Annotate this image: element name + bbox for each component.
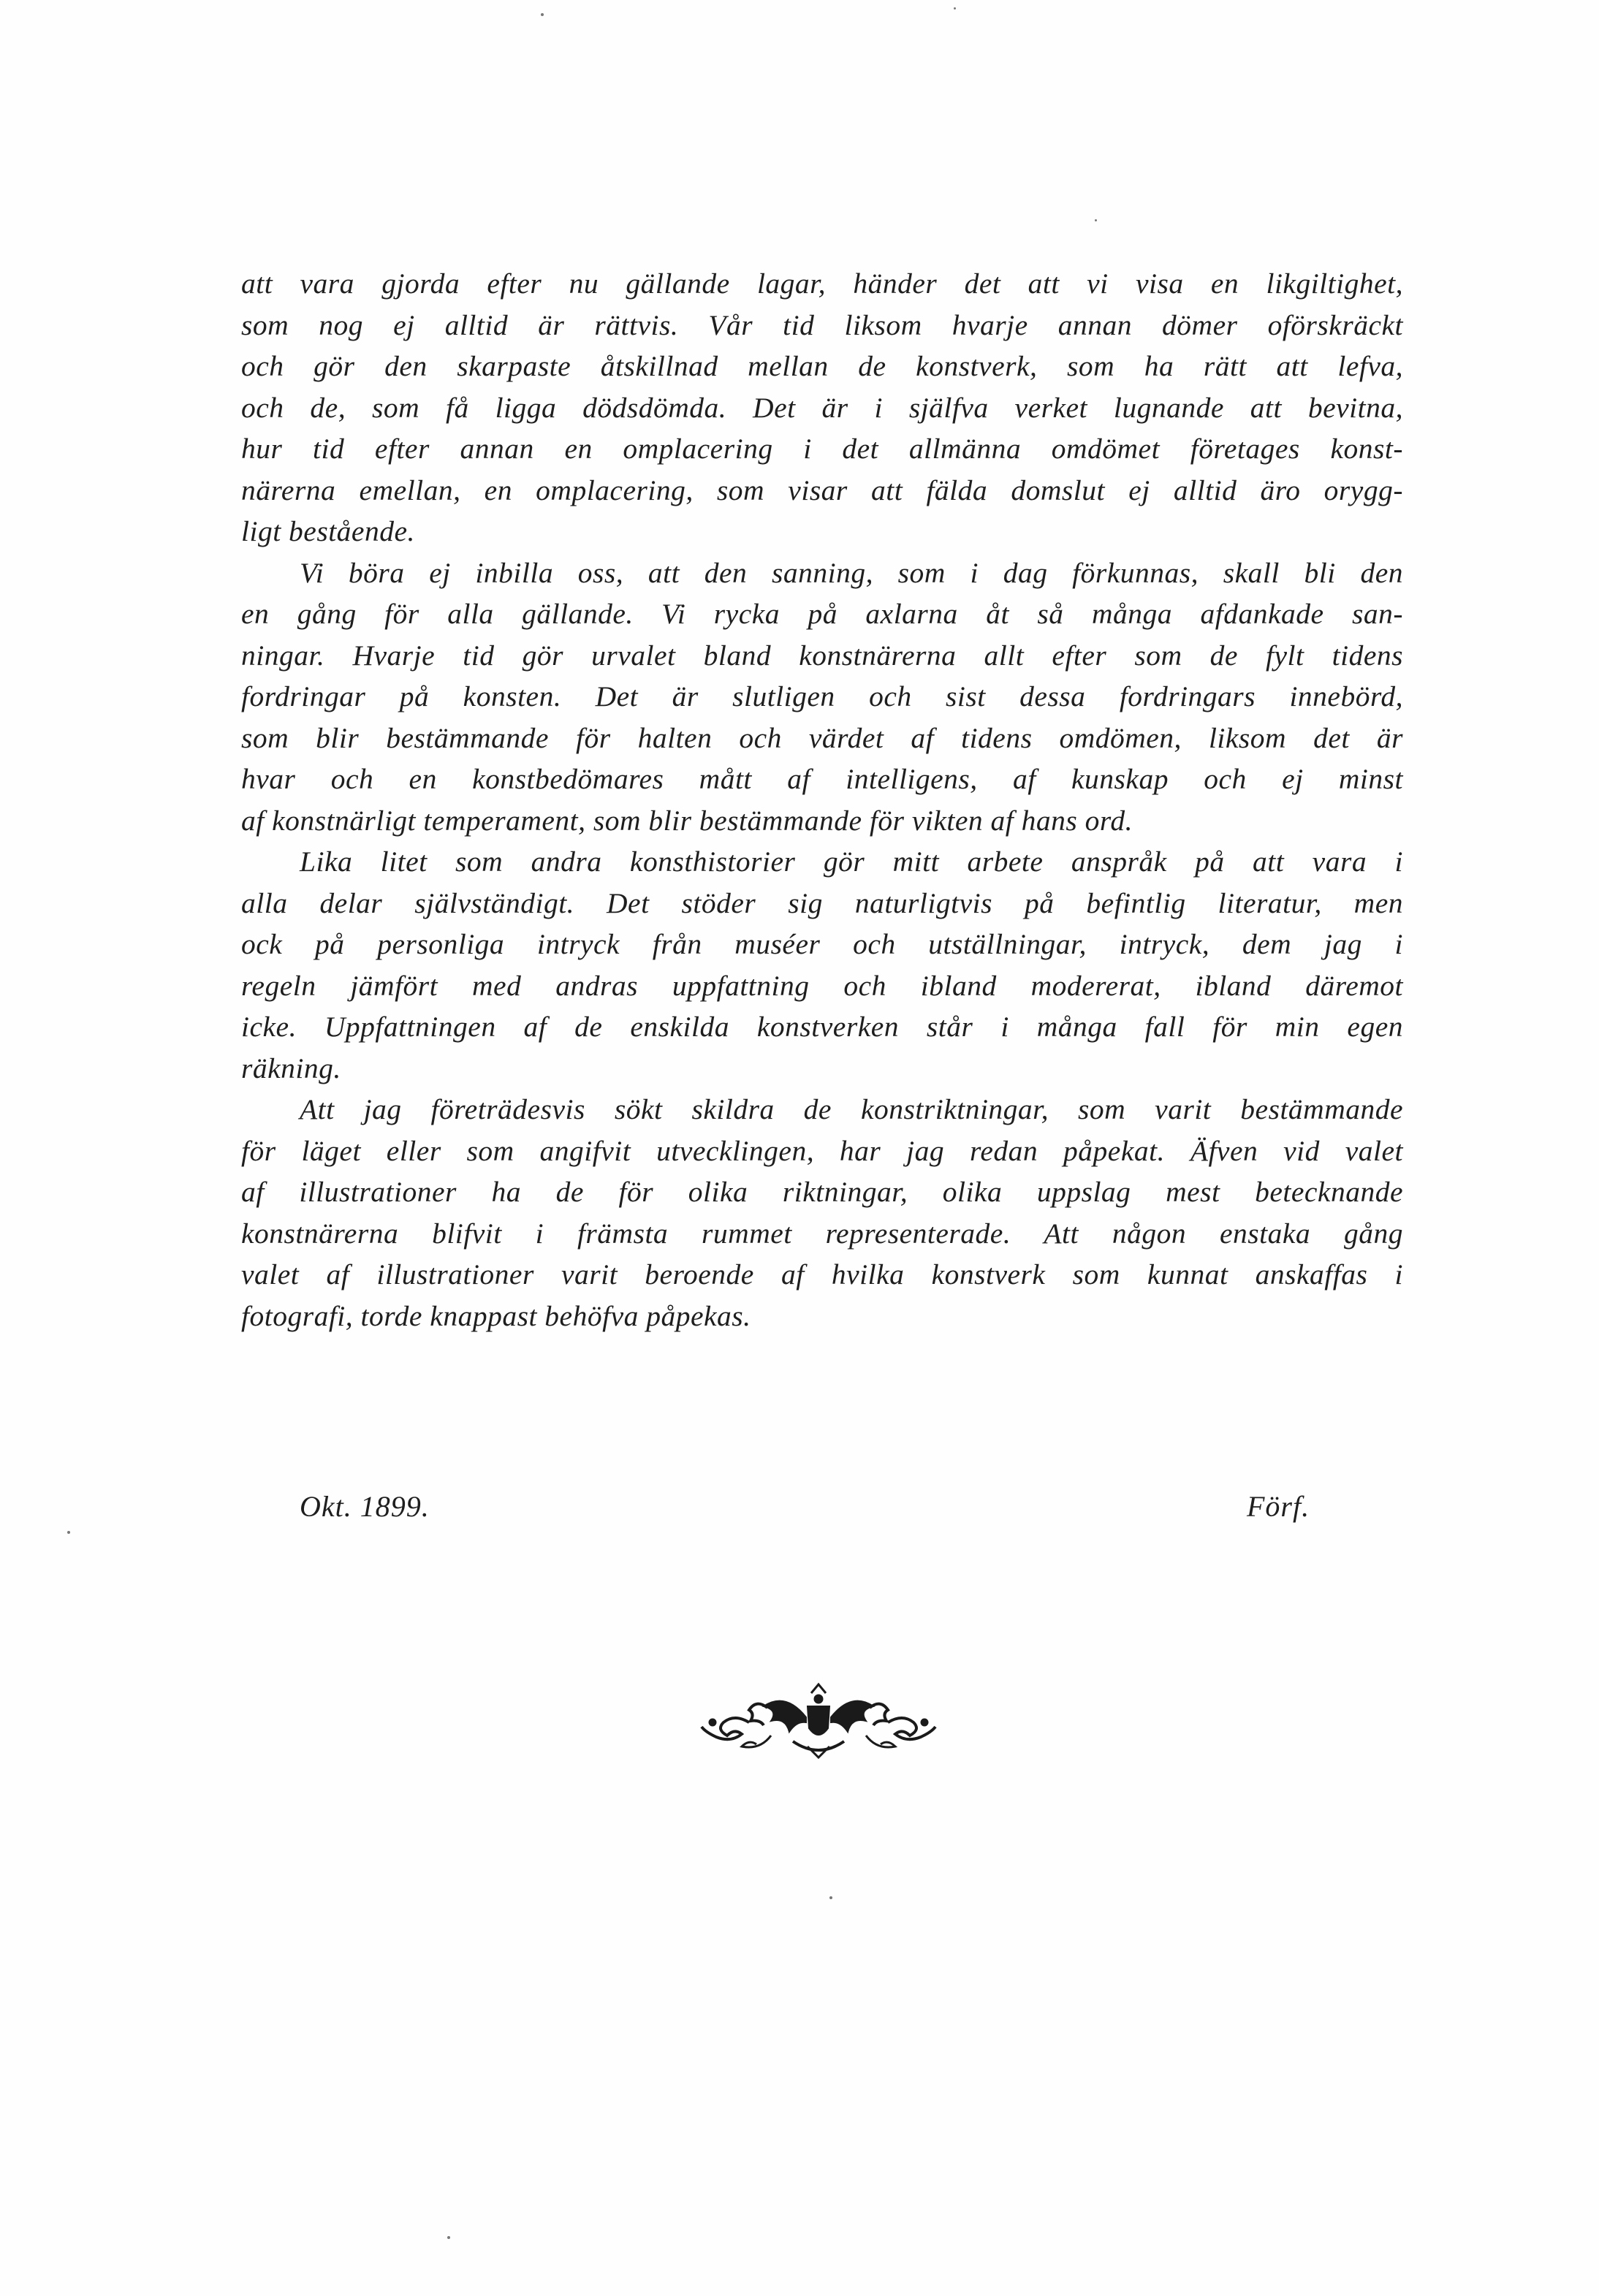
text-line: hur tid efter annan en omplacering i det allmänna omdömet företages konst- [241, 433, 1403, 465]
ornamental-vignette-icon [698, 1677, 939, 1765]
signoff-date: Okt. 1899. [300, 1490, 430, 1523]
scan-speck [67, 1531, 70, 1534]
text-line: att vara gjorda efter nu gällande lagar, händer det att vi visa en likgiltighet, [241, 267, 1403, 300]
text-line: konstnärerna blifvit i främsta rummet representerade. Att någon enstaka gång [241, 1217, 1403, 1250]
text-line: ningar. Hvarje tid gör urvalet bland konstnärerna allt efter som de fylt tidens [241, 639, 1403, 672]
text-line: valet af illustrationer varit beroende af hvilka konstverk som kunnat anskaffas i [241, 1258, 1403, 1290]
text-line: räkning. [241, 1052, 341, 1084]
scan-speck [829, 1896, 832, 1899]
text-line: regeln jämfört med andras uppfattning och ibland modererat, ibland däremot [241, 969, 1403, 1002]
scan-speck [1095, 219, 1097, 221]
text-line: icke. Uppfattningen af de enskilda konstverken står i många fall för min egen [241, 1011, 1403, 1043]
text-line: närerna emellan, en omplacering, som visar att fälda domslut ej alltid äro orygg- [241, 474, 1403, 506]
text-line: som nog ej alltid är rättvis. Vår tid liksom hvarje annan dömer oförskräckt [241, 308, 1403, 341]
text-line: af illustrationer ha de för olika riktningar, olika uppslag mest betecknande [241, 1176, 1403, 1208]
text-line: och gör den skarpaste åtskillnad mellan de konstverk, som ha rätt att lefva, [241, 350, 1403, 382]
text-line: Lika litet som andra konsthistorier gör mitt arbete anspråk på att vara i [300, 845, 1403, 878]
text-line: som blir bestämmande för halten och värdet af tidens omdömen, liksom det är [241, 721, 1403, 754]
text-line: af konstnärligt temperament, som blir bestämmande för vikten af hans ord. [241, 804, 1133, 837]
text-line: Vi böra ej inbilla oss, att den sanning, som i dag förkunnas, skall bli den [300, 556, 1403, 589]
text-line: ligt bestående. [241, 515, 415, 547]
text-line: en gång för alla gällande. Vi rycka på axlarna åt så många afdankade san- [241, 598, 1403, 630]
text-line: alla delar självständigt. Det stöder sig naturligtvis på befintlig literatur, men [241, 886, 1403, 919]
text-line: för läget eller som angifvit utvecklingen, har jag redan påpekat. Äfven vid valet [241, 1134, 1403, 1167]
text-line: och de, som få ligga dödsdömda. Det är i själfva verket lugnande att bevitna, [241, 391, 1403, 424]
text-line: fotografi, torde knappast behöfva påpekas. [241, 1299, 751, 1332]
text-line: hvar och en konstbedömares mått af intelligens, af kunskap och ej minst [241, 763, 1403, 795]
scan-speck [541, 13, 544, 16]
scan-speck [954, 7, 956, 9]
body-text [241, 263, 1403, 1337]
text-line: ock på personliga intryck från muséer och utställningar, intryck, dem jag i [241, 928, 1403, 960]
signoff-author: Förf. [1247, 1490, 1310, 1523]
scan-speck [447, 2236, 450, 2239]
text-line: fordringar på konsten. Det är slutligen och sist dessa fordringars innebörd, [241, 680, 1403, 712]
text-line: Att jag företrädesvis sökt skildra de konstriktningar, som varit bestämmande [300, 1093, 1403, 1125]
